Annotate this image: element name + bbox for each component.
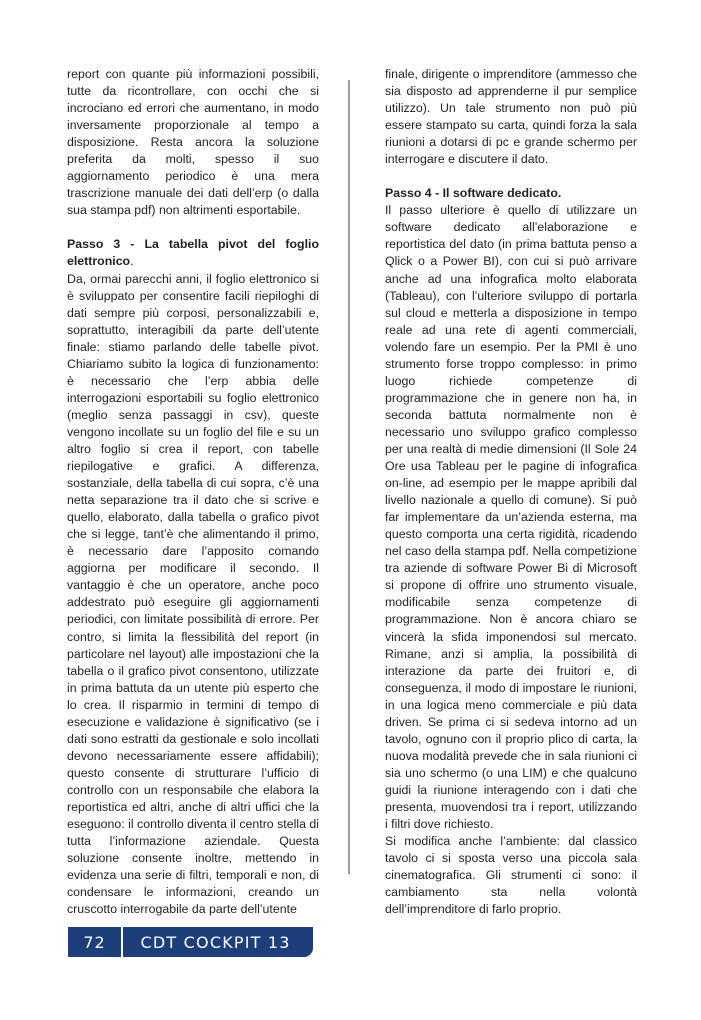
paragraph-gap [67, 219, 319, 236]
column-divider [348, 80, 350, 874]
heading-period: . [130, 254, 134, 269]
section-heading-passo-3 [67, 236, 319, 270]
left-paragraph-passo-3: Da, ormai parecchi anni, il foglio elettronico si è sviluppato per consentire facili riepiloghi di dati sempre più corposi, personalizzabili e, soprattutto, interagibili da parte dell’utente finale: stiamo parlando delle tabelle pivot. Chiariamo subito la logica di funzionamento: è necessario che l’erp abbia delle interrogazioni esportabili su foglio elettronico (meglio senza passaggi in csv), queste vengono incollate su un foglio del file e su un altro foglio si crea il report, con tabelle riepilogative e grafici. A differenza, sostanziale, della tabella di cui sopra, c’è una netta separazione tra il dato che si scrive e quello, elaborato, dalla tabella o grafico pivot che si legge, tant’è che alimentando il primo, è necessario dare l’apposito comando aggiorna per modificare il secondo. Il vantaggio è che un operatore, anche poco addestrato può eseguire gli aggiornamenti periodici, con limitate possibilità di errore. Per contro, si limita la flessibilità del report (in particolare nel layout) alle impostazioni che la tabella o il grafico pivot consentono, utilizzate in prima battuta da un utente più esperto che lo crea. Il risparmio in termini di tempo di esecuzione e validazione è significativo (se i dati sono estratti da gestionale e solo incollati devono necessariamente essere affidabili); questo consente di strutturare l’ufficio di controllo con un responsabile che elabora la reportistica ed altri, anche di altri uffici che la eseguono: il controllo diventa il centro stella di tutta l’informazione aziendale. Questa soluzione consente inoltre, mettendo in evidenza una serie di filtri, temporali e non, di condensare le informazioni, creando un cruscotto interrogabile da parte dell’utente [67, 271, 319, 917]
publication-title: CDT COCKPIT 13 [140, 932, 291, 952]
right-paragraph-conclusion: Si modifica anche l’ambiente: dal classico tavolo ci si sposta verso una piccola sala cinematografica. Gli strumenti ci sono: il cambiamento sta nella volontà dell’imprenditore di farlo proprio. [385, 834, 637, 917]
right-paragraph-passo-4: Il passo ulteriore è quello di utilizzare un software dedicato all’elaborazione e reportistica del dato (in prima battuta penso a Qlick o a Power BI), con cui si può arrivare anche ad una infografica molto elaborata (Tableau), con l’ulteriore sviluppo di portarla sul cloud e metterla a disposizione in tempo reale ad una rete di agenti commerciali, volendo fare un esempio. Per la PMI è uno strumento forse troppo complesso: in primo luogo richiede competenze di programmazione che in genere non ha, in seconda battuta normalmente non è necessario uno sviluppo grafico complesso per una realtà di medie dimensioni (Il Sole 24 Ore usa Tableau per le pagine di infografica on-line, ad esempio per le mappe apribili dal livello nazionale a quello di comune). Si può far implementare da un’azienda esterna, ma questo comporta una certa rigidità, ricadendo nel caso della stampa pdf. Nella competizione tra aziende di software Power Bi di Microsoft si propone di offrire uno strumento visuale, modificabile senza competenze di programmazione. Non è ancora chiaro se vincerà la sfida imponendosi sul mercato. Rimane, anzi si amplia, la possibilità di interazione da parte dei fruitori e, di conseguenza, il modo di impostare le riunioni, in una logica meno commerciale e più data driven. Se prima ci si sedeva intorno ad un tavolo, ognuno con il proprio plico di carta, la nuova modalità prevede che in sala riunioni ci sia uno schermo (o una LIM) e che qualcuno guidi la riunione interagendo con i dati che presenta, muovendosi tra i report, utilizzando i filtri dove richiesto. [385, 203, 637, 832]
right-column [385, 66, 637, 918]
heading-text: Passo 3 - La tabella pivot del foglio elettronico [67, 237, 319, 269]
page-number: 72 [83, 932, 106, 952]
footer-bar [68, 927, 313, 957]
paragraph-gap [385, 168, 637, 185]
left-column [67, 66, 319, 918]
right-paragraph-intro: finale, dirigente o imprenditore (ammesso che sia disposto ad apprenderne il pur semplice utilizzo). Un tale strumento non può più essere stampato su carta, quindi forza la sala riunioni a dotarsi di pc e grande schermo per interrogare e discutere il dato. [385, 67, 637, 167]
section-heading-passo-4: Passo 4 - Il software dedicato. [385, 186, 562, 201]
left-paragraph-intro: report con quante più informazioni possibili, tutte da ricontrollare, con occhi che si incrociano ed errori che aumentano, in modo inversamente proporzionale al tempo a disposizione. Resta ancora la soluzione preferita da molti, spesso il suo aggiornamento periodico è una mera trascrizione manuale dei dati dell’erp (o dalla sua stampa pdf) non altrimenti esportabile. [67, 67, 319, 218]
